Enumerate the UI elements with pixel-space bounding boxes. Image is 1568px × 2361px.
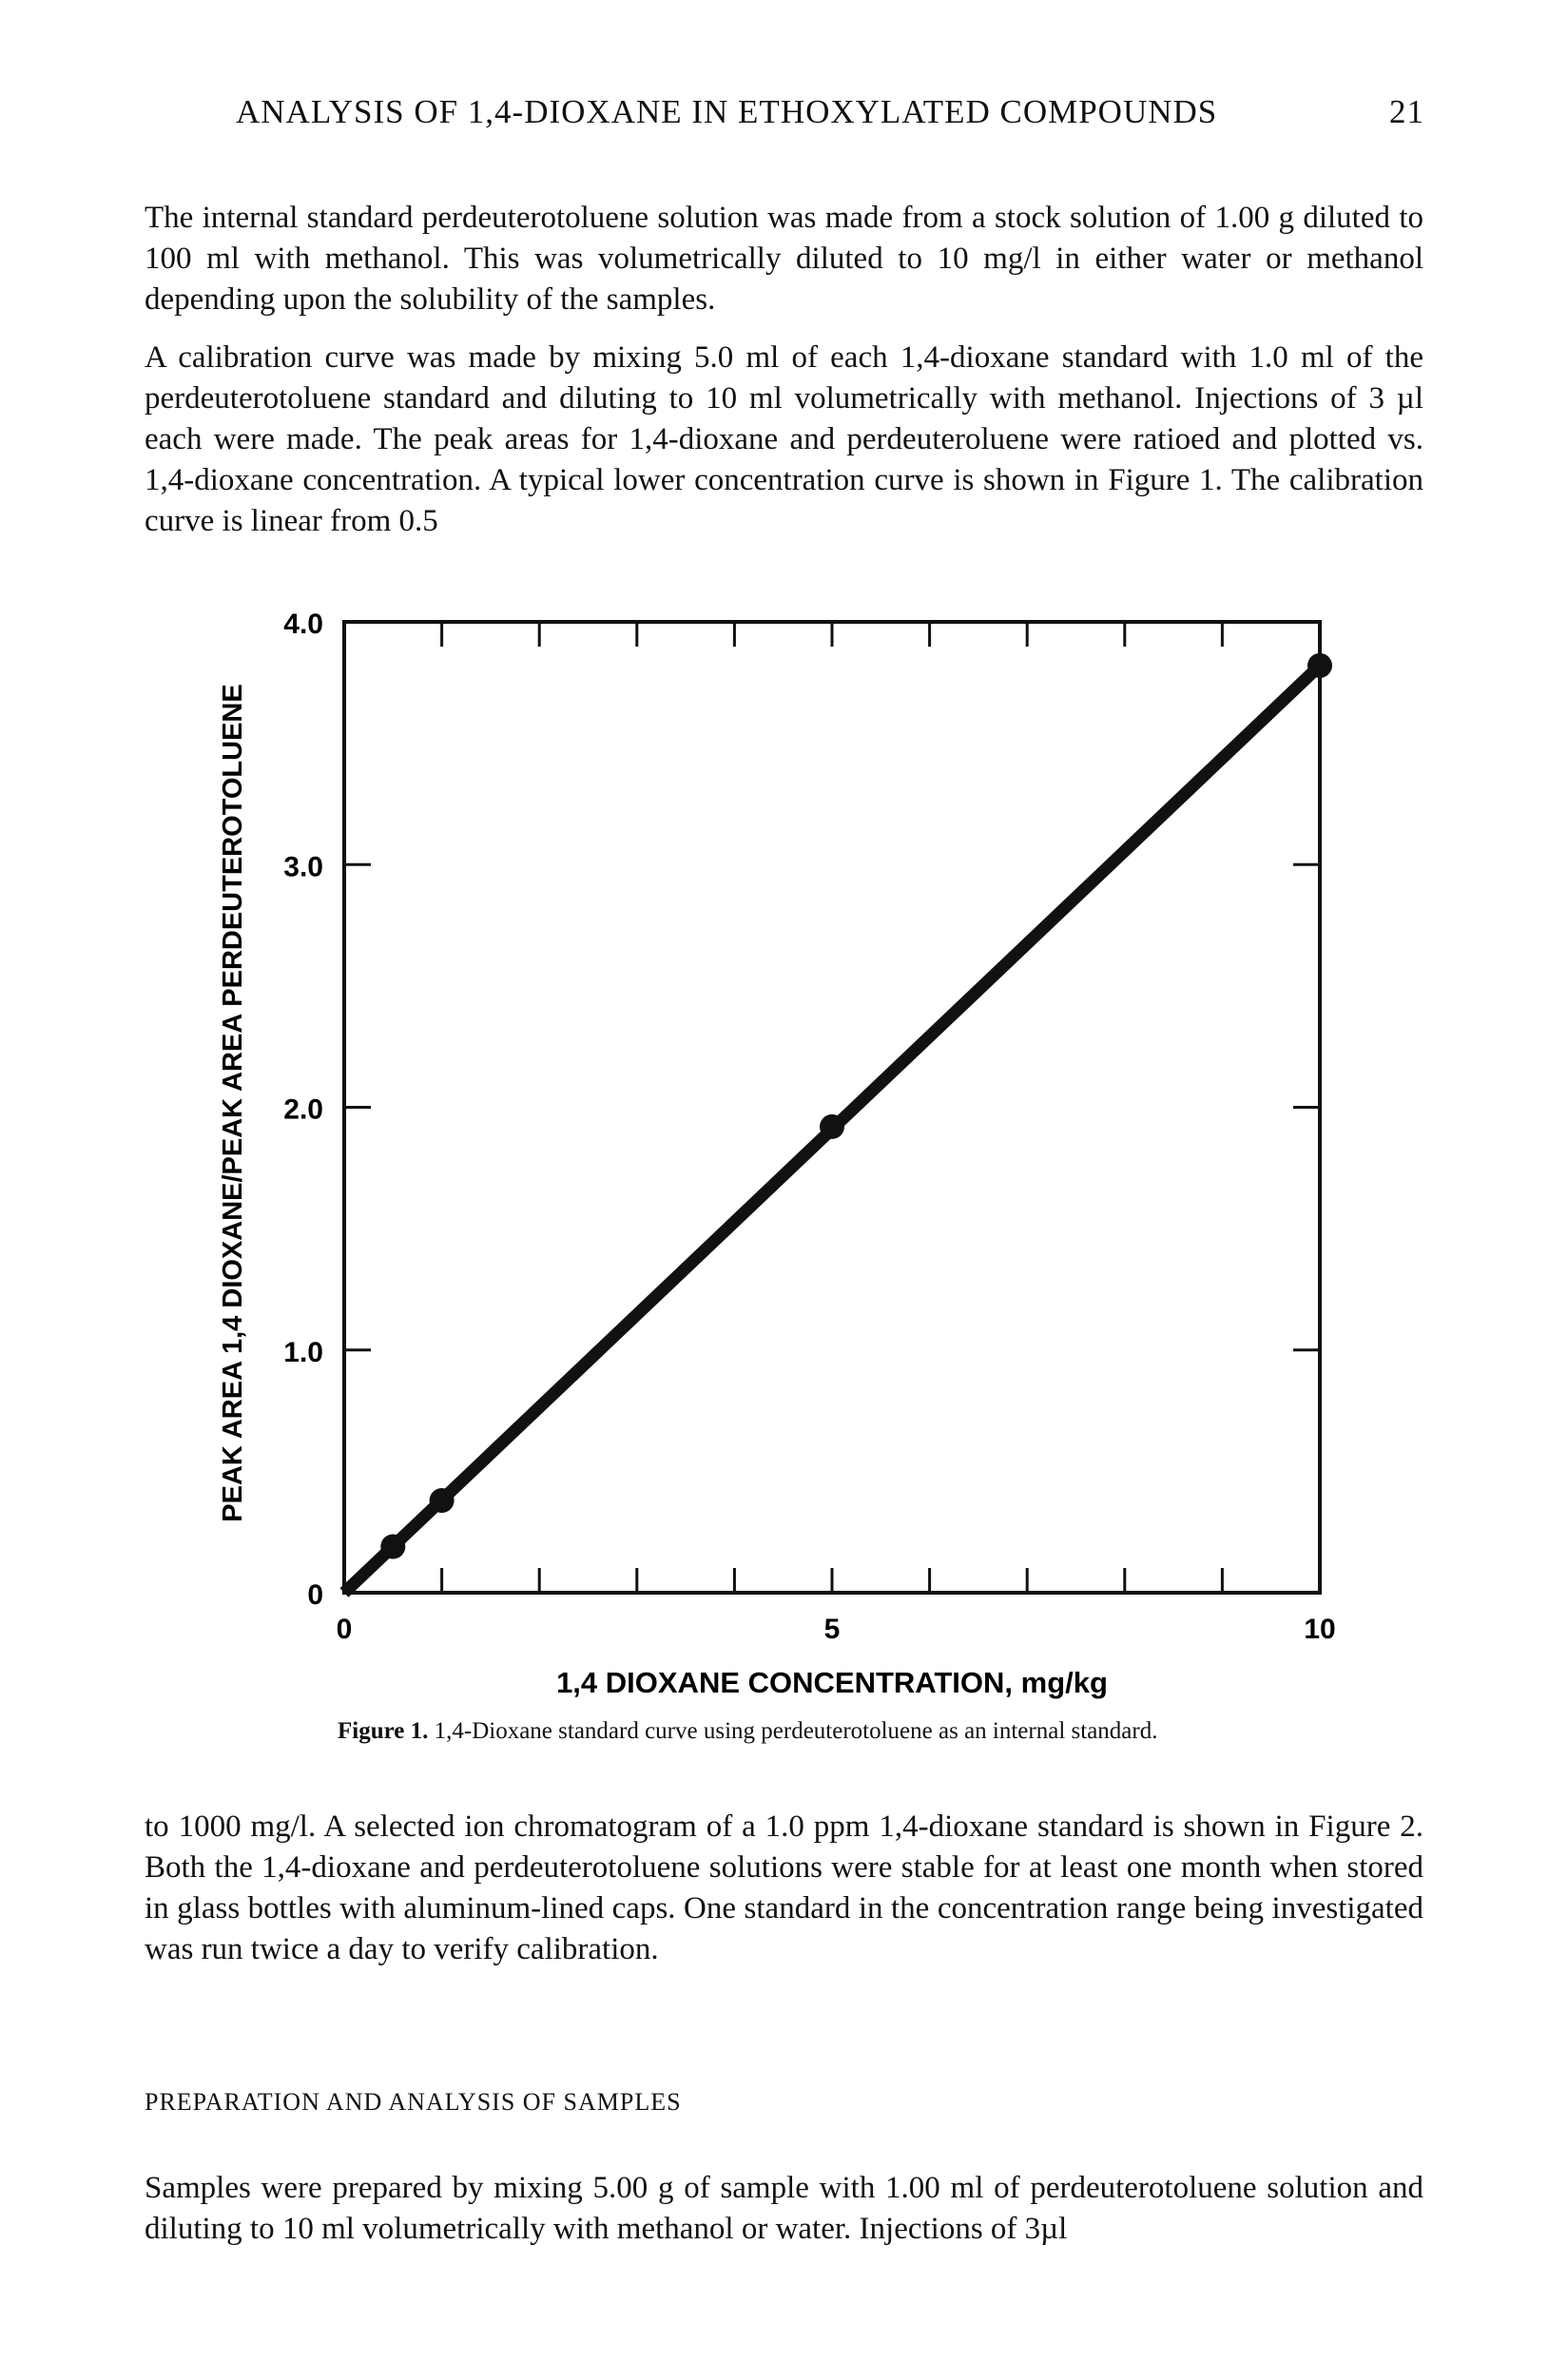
running-head-title: ANALYSIS OF 1,4-DIOXANE IN ETHOXYLATED COMPOUNDS: [236, 93, 1218, 130]
data-point: [1307, 653, 1332, 678]
paragraph-sample-prep: Samples were prepared by mixing 5.00 g of sample with 1.00 ml of perdeuterotoluene solution and diluting to 10 ml volumetrically with methanol or water. Injections of 3µl: [145, 2171, 1423, 2246]
data-point: [820, 1114, 844, 1139]
x-tick-label: 0: [336, 1614, 353, 1645]
figure-caption: [338, 1718, 1157, 1745]
paragraph-linearity: to 1000 mg/l. A selected ion chromatogram of a 1.0 ppm 1,4-dioxane standard is shown in Figure 2. Both the 1,4-dioxane and perdeuterotoluene solutions were stable for at least one month when stored in glass bottles with aluminum-lined caps. One standard in the concentration range being investigated was run twice a day to verify calibration.: [145, 1809, 1423, 1966]
y-tick-label: 3.0: [283, 851, 323, 883]
figure-caption-text: 1,4-Dioxane standard curve using perdeuterotoluene as an internal standard.: [434, 1718, 1158, 1744]
y-tick-label: 1.0: [283, 1336, 323, 1368]
paragraph-calibration-curve: A calibration curve was made by mixing 5.0 ml of each 1,4-dioxane standard with 1.0 ml of the perdeuterotoluene standard and diluting to 10 ml volumetrically with methanol. Injections of 3 µl each were made. The peak areas for 1,4-dioxane and perdeuteroluene were ratioed and plotted vs. 1,4-dioxane concentration. A typical lower concentration curve is shown in Figure 1. The calibration curve is linear from 0.5: [145, 340, 1423, 538]
figure-label: Figure 1.: [338, 1718, 429, 1744]
x-tick-label: 5: [823, 1614, 841, 1645]
y-tick-label: 0: [307, 1579, 323, 1611]
data-layer: [344, 653, 1332, 1593]
x-tick-label: 10: [1304, 1614, 1336, 1645]
section-heading: PREPARATION AND ANALYSIS OF SAMPLES: [145, 2088, 682, 2116]
x-axis-label: 1,4 DIOXANE CONCENTRATION, mg/kg: [556, 1666, 1108, 1699]
data-point: [380, 1535, 405, 1559]
y-tick-label: 2.0: [283, 1093, 323, 1126]
page-number: 21: [1389, 93, 1424, 130]
data-point: [430, 1488, 455, 1513]
y-tick-label: 4.0: [283, 609, 323, 640]
paragraph-internal-standard: The internal standard perdeuterotoluene solution was made from a stock solution of 1.00 g diluted to 100 ml with methanol. This was volumetrically diluted to 10 mg/l in either water or methanol depending upon the solubility of the samples.: [145, 201, 1423, 317]
y-axis-label: PEAK AREA 1,4 DIOXANE/PEAK AREA PERDEUTEROTOLUENE: [218, 684, 248, 1522]
